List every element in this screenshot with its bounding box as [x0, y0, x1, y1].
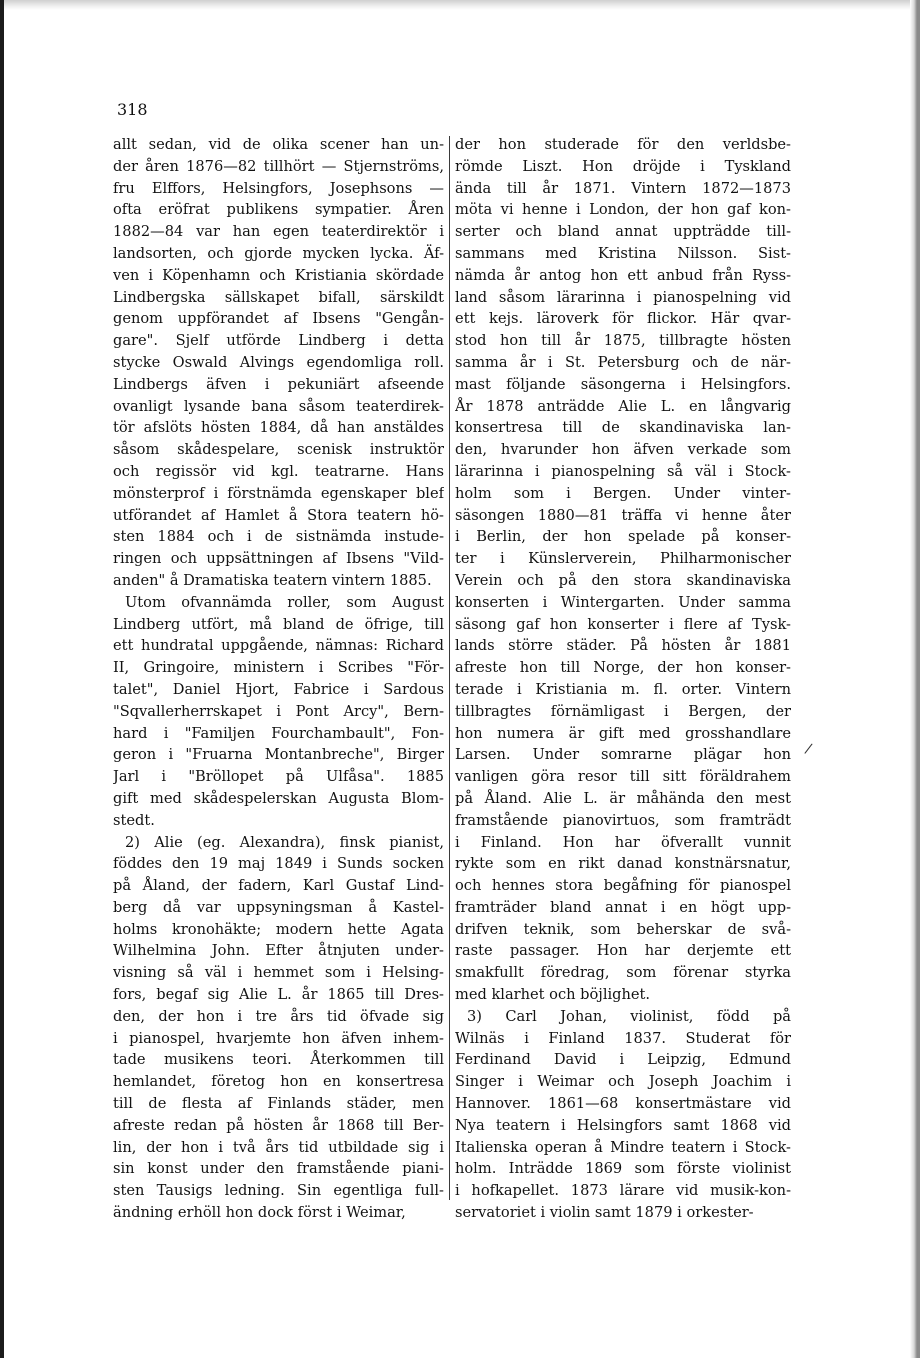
text-line: mönsterprof i förstnämda egenskaper blef — [113, 484, 444, 502]
text-line: tade musikens teori. Återkommen till — [113, 1051, 444, 1069]
text-line: rykte som en rikt danad konstnärsnatur, — [455, 855, 791, 873]
text-line: framstående pianovirtuos, som framträdt — [455, 811, 791, 829]
text-line: och regissör vid kgl. teatrarne. Hans — [113, 462, 444, 480]
text-line: fors, begaf sig Alie L. år 1865 till Dres- — [113, 986, 444, 1004]
text-line: sin konst under den framstående piani- — [113, 1160, 444, 1178]
text-line: drifven teknik, som beherskar de svå- — [455, 920, 791, 938]
text-line: säsong gaf hon konserter i flere af Tysk- — [455, 615, 791, 633]
text-line: vanligen göra resor till sitt föräldrahem — [455, 768, 791, 786]
text-line: Larsen. Under somrarne plägar hon — [455, 746, 791, 764]
right-text-column — [455, 134, 791, 1224]
text-line: servatoriet i violin samt 1879 i orkester- — [455, 1204, 754, 1222]
text-line: Ferdinand David i Leipzig, Edmund — [455, 1051, 791, 1069]
text-line: ofta eröfrat publikens sympatier. Åren — [113, 201, 444, 219]
text-line: Singer i Weimar och Joseph Joachim i — [455, 1073, 791, 1091]
text-line: lärarinna i pianospelning så väl i Stock- — [455, 462, 791, 480]
text-line: der åren 1876—82 tillhört — Stjernströms, — [113, 157, 444, 175]
text-line: på Åland. Alie L. är måhända den mest — [455, 789, 791, 807]
text-line: ett kejs. läroverk för flickor. Här qvar- — [455, 310, 791, 328]
scan-right-edge — [910, 0, 920, 1358]
scan-top-edge — [0, 0, 920, 10]
text-line: visning så väl i hemmet som i Helsing- — [113, 964, 444, 982]
text-line: konsertresa till de skandinaviska lan- — [455, 419, 791, 437]
text-line: i Finland. Hon har öfverallt vunnit — [455, 833, 791, 851]
text-line: Lindberg utfört, må bland de öfrige, till — [113, 615, 444, 633]
text-line: holm som i Bergen. Under vinter- — [455, 484, 791, 502]
text-line: ter i Künslerverein, Philharmonischer — [455, 550, 791, 568]
text-line: Wilhelmina John. Efter åtnjuten under- — [113, 942, 444, 960]
text-line: Utom ofvannämda roller, som August — [125, 593, 444, 611]
text-line: allt sedan, vid de olika scener han un- — [113, 136, 444, 153]
text-line: ovanligt lysande bana såsom teaterdirek- — [113, 397, 444, 415]
text-line: genom uppförandet af Ibsens "Gengån- — [113, 310, 444, 328]
text-line: på Åland, der fadern, Karl Gustaf Lind- — [113, 877, 444, 895]
text-line: ända till år 1871. Vintern 1872—1873 — [455, 179, 791, 197]
text-line: gare". Sjelf utförde Lindberg i detta — [113, 332, 444, 350]
text-line: Wilnäs i Finland 1837. Studerat för — [455, 1029, 791, 1047]
text-line: ven i Köpenhamn och Kristiania skördade — [113, 266, 444, 284]
text-line: framträder bland annat i en högt upp- — [455, 898, 791, 916]
text-line: ringen och uppsättningen af Ibsens "Vild- — [113, 550, 444, 568]
text-line: afreste redan på hösten år 1868 till Ber- — [113, 1116, 444, 1134]
text-line: geron i "Fruarna Montanbreche", Birger — [113, 746, 444, 764]
text-line: lands större städer. På hösten år 1881 — [455, 637, 791, 655]
text-line: der hon studerade för den verldsbe- — [455, 136, 791, 153]
text-line: Verein och på den stora skandinaviska — [455, 571, 791, 589]
text-line: 1882—84 var han egen teaterdirektör i — [113, 223, 444, 241]
text-line: samma år i St. Petersburg och de när- — [455, 353, 791, 371]
text-line: holms kronohäkte; modern hette Agata — [113, 920, 444, 938]
text-line: i pianospel, hvarjemte hon äfven inhem- — [113, 1029, 444, 1047]
text-line: möta vi henne i London, der hon gaf kon- — [455, 201, 791, 219]
text-line: utförandet af Hamlet å Stora teatern hö- — [113, 506, 444, 524]
text-line: raste passager. Hon har derjemte ett — [455, 942, 791, 960]
text-line: sten 1884 och i de sistnämda instude- — [113, 528, 444, 546]
text-line: gift med skådespelerskan Augusta Blom- — [113, 789, 444, 807]
text-line: land såsom lärarinna i pianospelning vid — [455, 288, 791, 306]
text-line: smakfullt föredrag, som förenar styrka — [455, 964, 791, 982]
text-line: tillbragtes förnämligast i Bergen, der — [455, 702, 791, 720]
text-line: tör afslöts hösten 1884, då han anstäldes — [113, 419, 444, 437]
text-line: mast följande säsongerna i Helsingfors. — [455, 375, 791, 393]
text-line: ändning erhöll hon dock först i Weimar, — [113, 1204, 406, 1222]
text-line: lin, der hon i två års tid utbildade sig i — [113, 1138, 444, 1156]
text-line: såsom skådespelare, scenisk instruktör — [113, 441, 444, 459]
text-line: stedt. — [113, 811, 155, 829]
text-line: till de flesta af Finlands städer, men — [113, 1095, 444, 1113]
text-line: föddes den 19 maj 1849 i Sunds socken — [113, 855, 444, 873]
left-text-column — [113, 134, 444, 1224]
column-divider — [449, 136, 450, 1200]
text-line: holm. Inträdde 1869 som förste violinist — [455, 1160, 791, 1178]
text-line: Jarl i "Bröllopet på Ulfåsa". 1885 — [113, 768, 444, 786]
text-line: sammans med Kristina Nilsson. Sist- — [455, 244, 791, 262]
text-line: den, hvarunder hon äfven verkade som — [455, 441, 791, 459]
text-line: sten Tausigs ledning. Sin egentliga full- — [113, 1182, 444, 1200]
text-line: hard i "Familjen Fourchambault", Fon- — [113, 724, 444, 742]
text-line: och hennes stora begåfning för pianospel — [455, 877, 791, 895]
text-line: hon numera är gift med grosshandlare — [455, 724, 791, 742]
text-line: nämda år antog hon ett anbud från Ryss- — [455, 266, 791, 284]
text-line: År 1878 anträdde Alie L. en långvarig — [455, 397, 791, 415]
text-line: Hannover. 1861—68 konsertmästare vid — [455, 1095, 791, 1113]
text-line: fru Elffors, Helsingfors, Josephsons — — [113, 179, 444, 197]
text-line: i hofkapellet. 1873 lärare vid musik-kon- — [455, 1182, 791, 1200]
text-line: terade i Kristiania m. fl. orter. Vintern — [455, 680, 791, 698]
text-line: Lindbergska sällskapet bifall, särskildt — [113, 288, 444, 306]
text-line: ett hundratal uppgående, nämnas: Richard — [113, 637, 444, 655]
text-line: stod hon till år 1875, tillbragte hösten — [455, 332, 791, 350]
text-line: Italienska operan å Mindre teatern i Stock- — [455, 1138, 791, 1156]
text-line: säsongen 1880—81 träffa vi henne åter — [455, 506, 791, 524]
text-line: den, der hon i tre års tid öfvade sig — [113, 1007, 444, 1025]
text-line: landsorten, och gjorde mycken lycka. Äf- — [113, 244, 444, 262]
text-line: "Sqvallerherrskapet i Pont Arcy", Bern- — [113, 702, 444, 720]
text-line: konserten i Wintergarten. Under samma — [455, 593, 791, 611]
margin-pencil-mark: / — [803, 740, 814, 758]
text-line: serter och bland annat uppträdde till- — [455, 223, 791, 241]
text-line: med klarhet och böjlighet. — [455, 986, 651, 1004]
text-line: i Berlin, der hon spelade på konser- — [455, 528, 791, 546]
page-number: 318 — [117, 100, 148, 119]
text-line: hemlandet, företog hon en konsertresa — [113, 1073, 444, 1091]
text-line: 3) Carl Johan, violinist, född på — [467, 1007, 791, 1025]
text-line: berg då var uppsyningsman å Kastel- — [113, 898, 444, 916]
scan-left-border — [0, 0, 4, 1358]
text-line: stycke Oswald Alvings egendomliga roll. — [113, 353, 444, 371]
text-line: anden" å Dramatiska teatern vintern 1885. — [113, 571, 432, 589]
text-line: talet", Daniel Hjort, Fabrice i Sardous — [113, 680, 444, 698]
text-line: afreste hon till Norge, der hon konser- — [455, 659, 791, 677]
text-line: Nya teatern i Helsingfors samt 1868 vid — [455, 1116, 791, 1134]
text-line: II, Gringoire, ministern i Scribes "För- — [113, 659, 444, 677]
text-line: Lindbergs äfven i pekuniärt afseende — [113, 375, 444, 393]
text-line: 2) Alie (eg. Alexandra), finsk pianist, — [125, 833, 444, 851]
text-line: römde Liszt. Hon dröjde i Tyskland — [455, 157, 791, 175]
